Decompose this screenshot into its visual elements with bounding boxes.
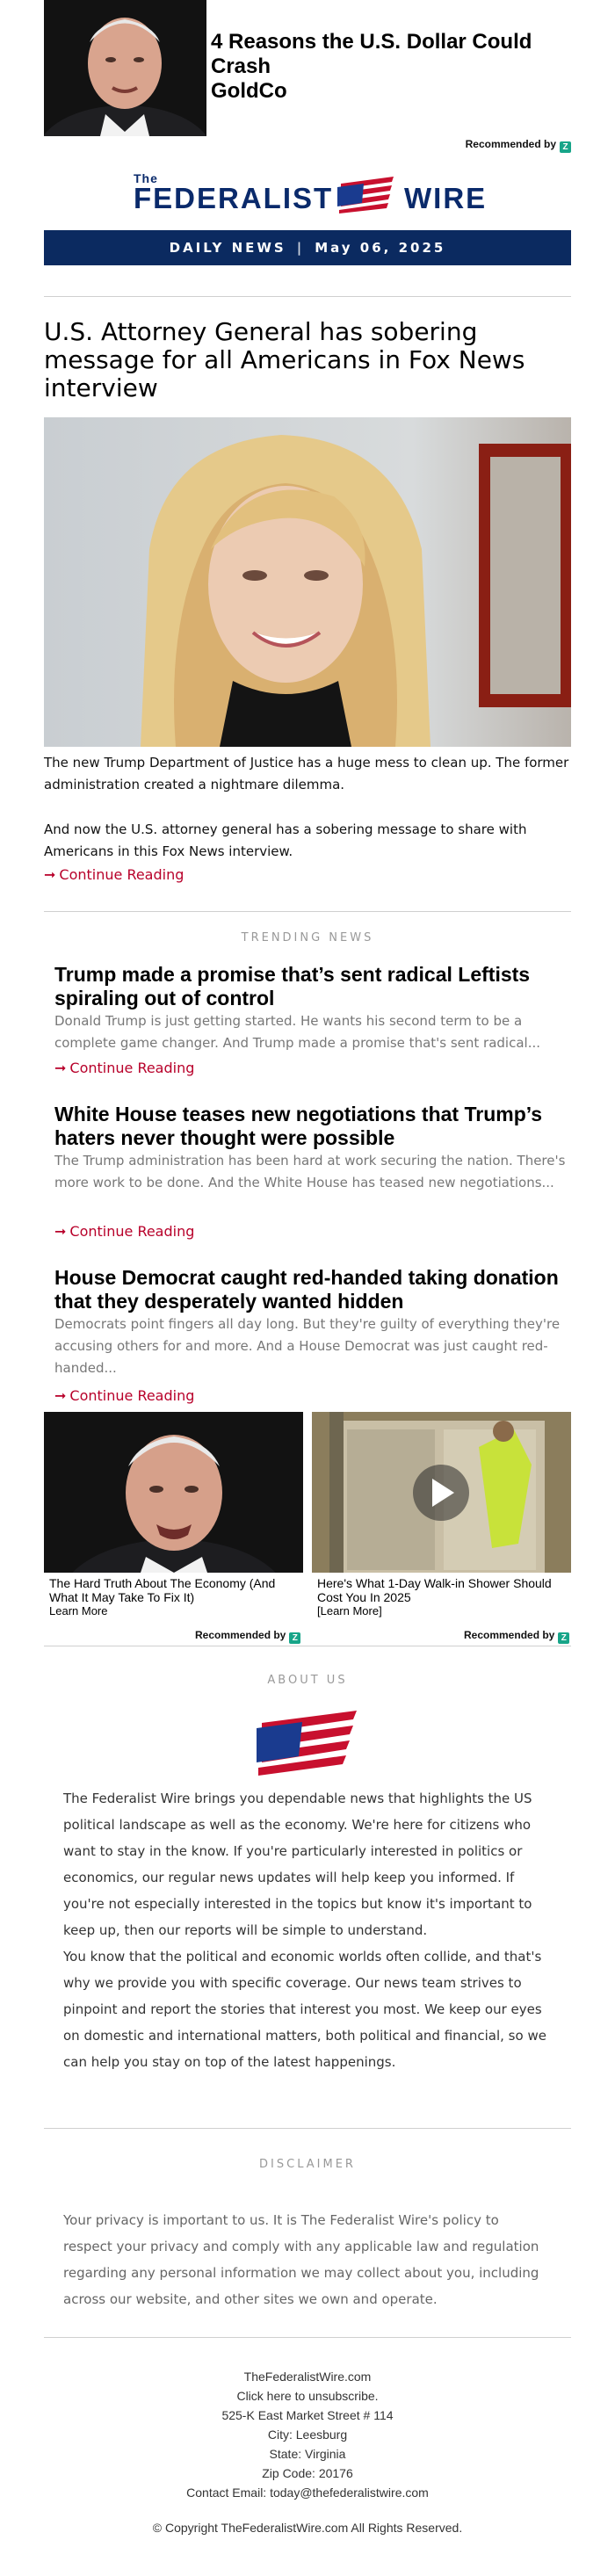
trending-news-label: TRENDING NEWS [241, 931, 374, 944]
ad-title-line[interactable]: Crash [211, 54, 271, 78]
footer [44, 2367, 571, 2537]
unsubscribe-link[interactable]: Click here to unsubscribe. [236, 2389, 379, 2403]
ad-image[interactable] [44, 1412, 303, 1573]
zergnet-icon: Z [289, 1632, 300, 1644]
main-story-paragraph: And now the U.S. attorney general has a sobering message to share with Americans in this Fox News interview. [44, 821, 527, 859]
continue-reading-label: Continue Reading [69, 1387, 195, 1404]
site-logo[interactable] [132, 171, 488, 215]
trending-title[interactable]: White House teases new negotiations that Trump’s haters never thought were possible [54, 1103, 543, 1149]
sponsored-ad[interactable] [44, 1412, 303, 1617]
logo-wire: WIRE [404, 182, 488, 214]
arrow-right-icon: ➞ [54, 1060, 67, 1076]
continue-reading-label: Continue Reading [69, 1060, 195, 1076]
continue-reading-link[interactable] [44, 866, 184, 883]
footer-state: State: Virginia [269, 2447, 346, 2461]
continue-reading-link[interactable] [54, 1223, 194, 1240]
divider [44, 2337, 571, 2338]
divider [44, 296, 571, 297]
recommended-by[interactable] [195, 1629, 300, 1644]
logo-federalist: FEDERALIST [134, 182, 334, 214]
main-story-paragraph: The new Trump Department of Justice has a huge mess to clean up. The former administration created a nightmare dilemma. [44, 755, 569, 792]
continue-reading-label: Continue Reading [69, 1223, 195, 1240]
footer-address: 525-K East Market Street # 114 [221, 2408, 394, 2422]
main-story-title[interactable]: U.S. Attorney General has sobering message for all Americans in Fox News interview [44, 317, 525, 402]
ad-image[interactable] [312, 1412, 571, 1573]
sponsored-ad[interactable] [312, 1412, 571, 1617]
continue-reading-link[interactable] [54, 1387, 194, 1404]
footer-city: City: Leesburg [267, 2428, 348, 2442]
ad-advertiser[interactable]: GoldCo [211, 79, 287, 103]
trending-summary: The Trump administration has been hard at work securing the nation. There's more work to be done. And the White House has teased new negotiations... [54, 1153, 566, 1190]
daily-news-bar [44, 230, 571, 265]
recommended-by[interactable] [466, 138, 571, 153]
flag-icon [253, 1709, 362, 1776]
flag-icon [336, 175, 399, 213]
footer-copyright: © Copyright TheFederalistWire.com All Rights Reserved. [152, 2521, 463, 2535]
about-us-label: ABOUT US [267, 1674, 348, 1687]
disclaimer-text: Your privacy is important to us. It is The Federalist Wire's policy to respect your privacy and comply with any applicable law and regulation regarding any personal information we may collect about you, including across our website, and other sites we own and operate. [63, 2212, 539, 2307]
issue-date: May 06, 2025 [315, 240, 446, 256]
trending-summary: Democrats point fingers all day long. But they're guilty of everything they're accusing others for and more. And a House Democrat was just caught red-handed... [54, 1316, 561, 1376]
continue-reading-link[interactable] [54, 1060, 194, 1076]
footer-email[interactable]: Contact Email: today@thefederalistwire.com [186, 2486, 429, 2500]
divider [44, 2128, 571, 2129]
footer-site-link[interactable]: TheFederalistWire.com [243, 2370, 372, 2384]
main-story-image[interactable] [44, 417, 571, 747]
top-ad[interactable] [44, 0, 571, 136]
arrow-right-icon: ➞ [44, 866, 56, 883]
recommended-by[interactable] [464, 1629, 569, 1644]
about-paragraph: The Federalist Wire brings you dependable news that highlights the US political landscape as well as the economy. We're here for citizens who want to stay in the know. If you're particularly interested in politics or economics, our regular news updates will help keep you informed. If you're not especially interested in the topics but know it's important to keep up, then our reports will be simple to understand. [63, 1791, 532, 1938]
trending-summary: Donald Trump is just getting started. He wants his second term to be a complete game changer. And Trump made a promise that's sent radical... [54, 1013, 541, 1051]
daily-news-label: DAILY NEWS [169, 240, 286, 256]
learn-more-link[interactable]: [Learn More] [317, 1604, 382, 1617]
recommended-label: Recommended by [195, 1629, 286, 1641]
continue-reading-label: Continue Reading [59, 866, 184, 883]
daily-separator: | [296, 240, 305, 256]
divider [44, 911, 571, 912]
trending-title[interactable]: House Democrat caught red-handed taking donation that they desperately wanted hidden [54, 1266, 559, 1313]
ad-title[interactable] [211, 30, 562, 104]
learn-more-link[interactable]: Learn More [49, 1604, 108, 1617]
ad-caption[interactable]: Here's What 1-Day Walk-in Shower Should Cost You In 2025 [317, 1576, 552, 1604]
arrow-right-icon: ➞ [54, 1387, 67, 1404]
about-paragraph: You know that the political and economic worlds often collide, and that's why we provide you with specific coverage. Our news team strives to pinpoint and report the stories that interest you most. We keep our eyes on domestic and international matters, both political and financial, so we can help you stay on top of the latest happenings. [63, 1949, 546, 2070]
recommended-label: Recommended by [465, 138, 556, 150]
recommended-label: Recommended by [464, 1629, 555, 1641]
disclaimer-label: DISCLAIMER [259, 2158, 356, 2171]
ad-title-line[interactable]: 4 Reasons the U.S. Dollar Could [211, 30, 532, 54]
zergnet-icon: Z [558, 1632, 569, 1644]
logo-the: The [134, 171, 158, 185]
trending-title[interactable]: Trump made a promise that’s sent radical Leftists spiraling out of control [54, 963, 531, 1009]
ad-thumbnail-image[interactable] [44, 0, 206, 136]
zergnet-icon: Z [560, 141, 571, 153]
ad-caption[interactable]: The Hard Truth About The Economy (And What It May Take To Fix It) [49, 1576, 276, 1604]
arrow-right-icon: ➞ [54, 1223, 67, 1240]
footer-zip: Zip Code: 20176 [262, 2466, 353, 2480]
